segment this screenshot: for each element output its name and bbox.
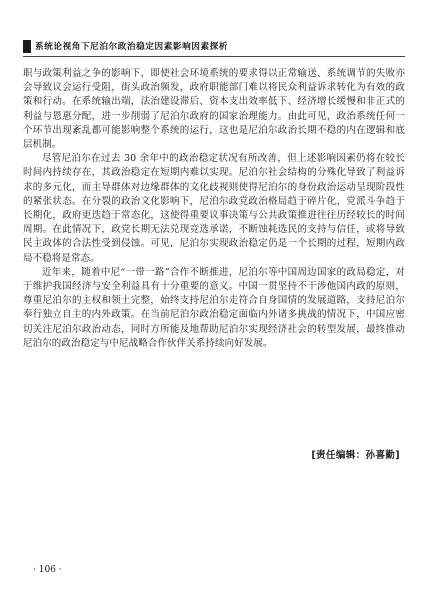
- page-number: · 106 ·: [33, 565, 62, 575]
- header-marker: [23, 40, 31, 53]
- running-header-title: 系统论视角下尼泊尔政治稳定因素影响因素探析: [35, 42, 229, 52]
- article-body: [23, 67, 405, 351]
- paragraph-1: 职与政策利益之争的影响下，即使社会环境系统的要求得以正常输送、系统调节的失败亦会导致议会运行受阻，街头政治频发，政府职能部门难以将民众利益诉求转化为有效的政策和行动。在系统输出端，法治建设滞后、资本支出效率低下、经济增长缓慢和非正式的利益与恩惠分配，进一步削弱了尼泊尔政府的国家治理能力。由此可见，政治系统任何一个环节出现紊乱都可能影响整个系统的运行，这也是尼泊尔政治长期不稳的内在逻辑和底层机制。: [23, 68, 405, 151]
- header-divider: [23, 56, 405, 57]
- paragraph-3: 近年来，随着中尼“一带一路”合作不断推进，尼泊尔等中国周边国家的政局稳定，对于维护我国经济与安全利益具有十分重要的意义。中国一贯坚持不干涉他国内政的原则，尊重尼泊尔的主权和领土完整，始终支持尼泊尔走符合自身国情的发展道路，支持尼泊尔奉行独立自主的内外政策。在当前尼泊尔政治稳定面临内外诸多挑战的情况下，中国应密切关注尼泊尔政治动态，同时方所能及地帮助尼泊尔实现经济社会的转型发展，最终推动尼泊尔的政治稳定与中尼战略合作伙伴关系持续向好发展。: [23, 266, 405, 349]
- paragraph-2: 尽管尼泊尔在过去 30 余年中的政治稳定状况有所改善，但上述影响因素仍将在较长时间内持续存在，其政治稳定在短期内难以实现。尼泊尔社会结构的分殊化导致了利益诉求的多元化，而主导群体对边缘群体的文化歧视则使得尼泊尔的身份政治运动呈现阶段性的紧张状态。在分裂的政治文化影响下，尼泊尔政党政治格局趋于碎片化，党派斗争趋于长期化，政府更迭趋于常态化，这使得重要议事决策与公共政策推进往往历经较长的时间周期。在此情况下，政党长期无法兑现竞选承诺，不断蚀耗选民的支持与信任，或将导致民主政体的合法性受到侵蚀。可见，尼泊尔实现政治稳定仍是一个长期的过程，短期内政局不稳将是常态。: [23, 153, 405, 264]
- responsible-editor-note: [责任编辑：孙喜勤]: [311, 450, 400, 461]
